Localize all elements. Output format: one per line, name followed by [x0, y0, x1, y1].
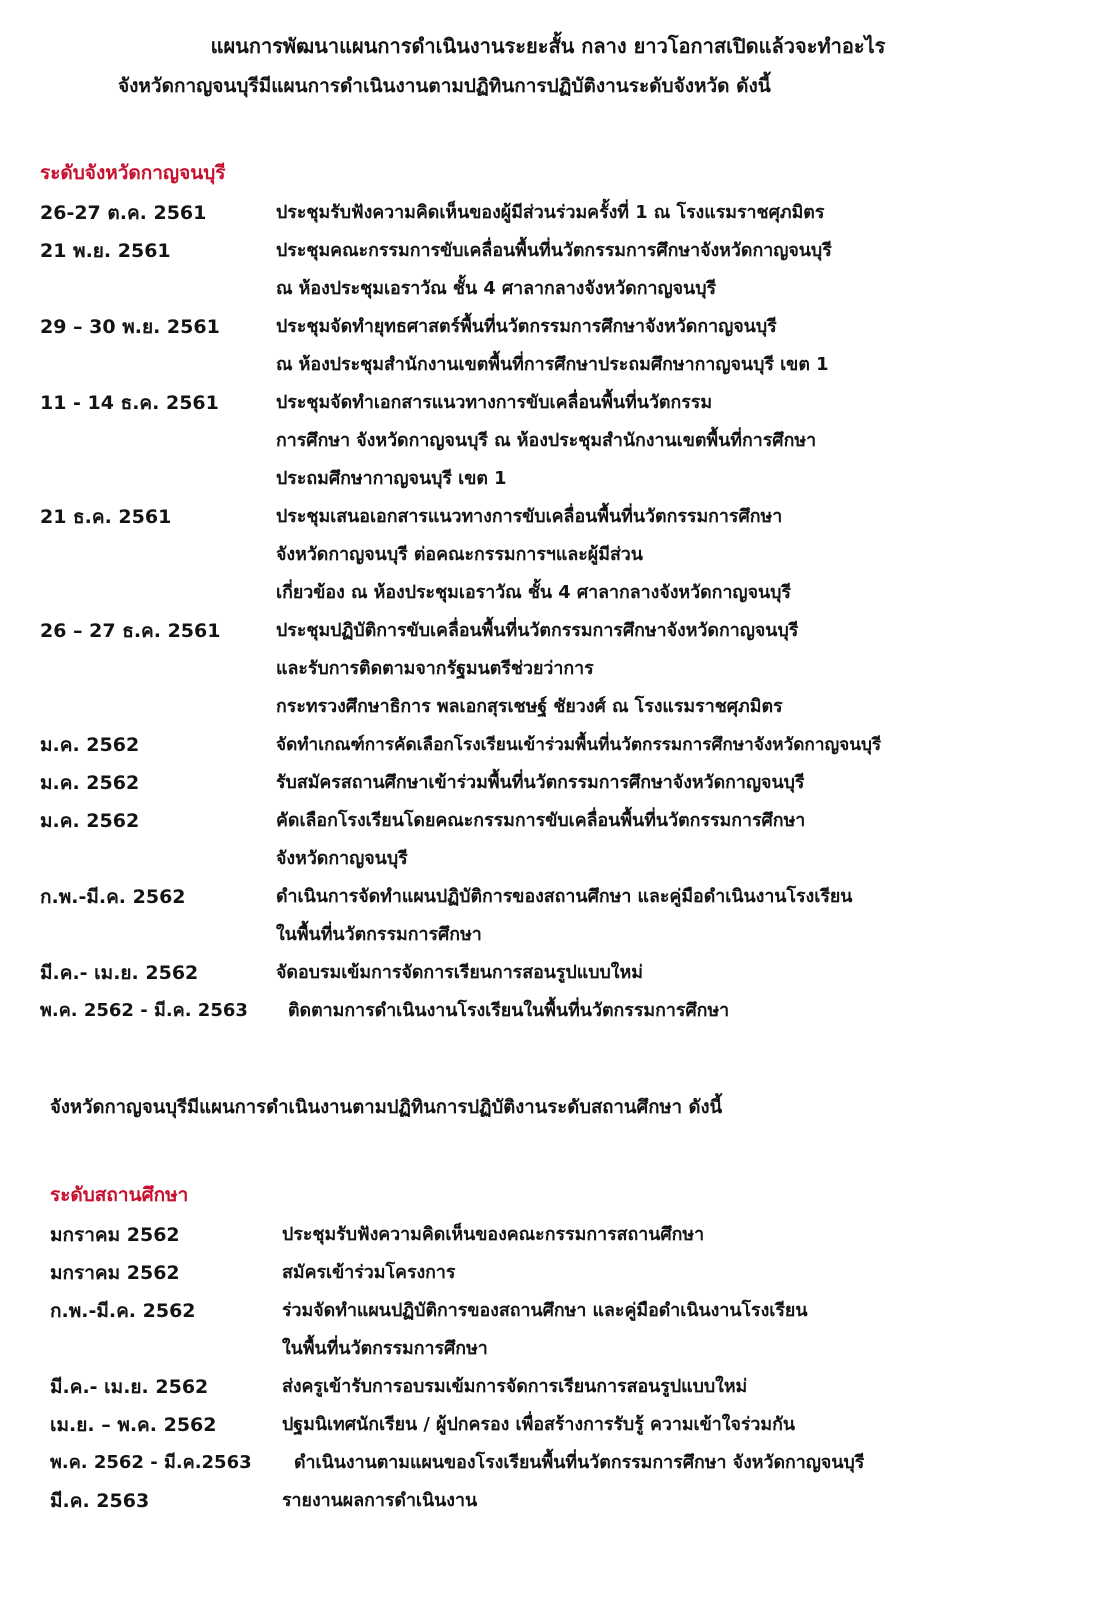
- entry-date: 21 พ.ย. 2561: [40, 240, 171, 262]
- entry-description: [282, 1406, 795, 1444]
- description-line: ติดตามการดำเนินงานโรงเรียนในพื้นที่นวัตกรรมการศึกษา: [288, 1000, 730, 1021]
- entry-description: [294, 1444, 864, 1482]
- entry-description: [288, 992, 729, 1030]
- entry-date: มี.ค.- เม.ย. 2562: [50, 1376, 209, 1398]
- description-line: กระทรวงศึกษาธิการ พลเอกสุรเชษฐ์ ชัยวงศ์ ณ โรงแรมราชศุภมิตร: [276, 696, 783, 717]
- entry-description: [276, 308, 828, 384]
- description-line: ดำเนินงานตามแผนของโรงเรียนพื้นที่นวัตกรรมการศึกษา จังหวัดกาญจนบุรี: [294, 1452, 865, 1473]
- entry-description: [276, 498, 791, 612]
- entry-description: [276, 878, 852, 954]
- description-line: ประชุมคณะกรรมการขับเคลื่อนพื้นที่นวัตกรรมการศึกษาจังหวัดกาญจนบุรี: [276, 240, 832, 261]
- entry-date: เม.ย. – พ.ค. 2562: [50, 1414, 217, 1436]
- entry-description: [276, 612, 798, 726]
- entry-description: [282, 1292, 807, 1368]
- description-line: ในพื้นที่นวัตกรรมการศึกษา: [282, 1338, 488, 1359]
- schedule-entry: [50, 1444, 864, 1482]
- province-section-heading: ระดับจังหวัดกาญจนบุรี: [40, 162, 226, 184]
- entry-date: 26 – 27 ธ.ค. 2561: [40, 620, 221, 642]
- entry-description: [276, 194, 824, 232]
- description-line: รับสมัครสถานศึกษาเข้าร่วมพื้นที่นวัตกรรมการศึกษาจังหวัดกาญจนบุรี: [276, 772, 805, 793]
- entry-date: 11 - 14 ธ.ค. 2561: [40, 392, 219, 414]
- schedule-entry: [40, 802, 881, 878]
- entry-date: พ.ค. 2562 - มี.ค. 2563: [40, 1000, 248, 1021]
- entry-date: มี.ค. 2563: [50, 1490, 150, 1512]
- schedule-entry: [50, 1406, 864, 1444]
- entry-date: ม.ค. 2562: [40, 810, 140, 832]
- province-intro: จังหวัดกาญจนบุรีมีแผนการดำเนินงานตามปฏิทินการปฏิบัติงานระดับจังหวัด ดังนี้: [118, 75, 771, 97]
- entry-date: มกราคม 2562: [50, 1262, 180, 1284]
- document-title: แผนการพัฒนาแผนการดำเนินงานระยะสั้น กลาง ยาวโอกาสเปิดแล้วจะทำอะไร: [210, 34, 886, 58]
- entry-description: [282, 1482, 477, 1520]
- entry-date: ม.ค. 2562: [40, 772, 140, 794]
- description-line: ดำเนินการจัดทำแผนปฏิบัติการของสถานศึกษา และคู่มือดำเนินงานโรงเรียน: [276, 886, 853, 907]
- description-line: จัดอบรมเข้มการจัดการเรียนการสอนรูปแบบใหม่: [276, 962, 643, 983]
- description-line: ประถมศึกษากาญจนบุรี เขต 1: [276, 468, 507, 489]
- entry-date: 26-27 ต.ค. 2561: [40, 202, 207, 224]
- entry-date: 29 – 30 พ.ย. 2561: [40, 316, 220, 338]
- description-line: ประชุมรับฟังความคิดเห็นของผู้มีส่วนร่วมครั้งที่ 1 ณ โรงแรมราชศุภมิตร: [276, 202, 825, 223]
- schedule-entry: [40, 954, 881, 992]
- schedule-entry: [40, 764, 881, 802]
- description-line: เกี่ยวข้อง ณ ห้องประชุมเอราวัณ ชั้น 4 ศาลากลางจังหวัดกาญจนบุรี: [276, 582, 791, 603]
- description-line: การศึกษา จังหวัดกาญจนบุรี ณ ห้องประชุมสำนักงานเขตพื้นที่การศึกษา: [276, 430, 817, 451]
- description-line: ปฐมนิเทศนักเรียน / ผู้ปกครอง เพื่อสร้างการรับรู้ ความเข้าใจร่วมกัน: [282, 1414, 796, 1435]
- school-section-heading: ระดับสถานศึกษา: [50, 1184, 189, 1206]
- description-line: สมัครเข้าร่วมโครงการ: [282, 1262, 456, 1283]
- schedule-entry: [40, 194, 881, 232]
- schedule-entry: [40, 992, 881, 1030]
- schedule-entry: [40, 498, 881, 612]
- schedule-entry: [50, 1368, 864, 1406]
- schedule-entry: [50, 1482, 864, 1520]
- schedule-entry: [40, 612, 881, 726]
- description-line: ส่งครูเข้ารับการอบรมเข้มการจัดการเรียนการสอนรูปแบบใหม่: [282, 1376, 748, 1397]
- province-schedule: [40, 194, 881, 1030]
- schedule-entry: [50, 1254, 864, 1292]
- schedule-entry: [40, 384, 881, 498]
- schedule-entry: [50, 1216, 864, 1254]
- entry-date: 21 ธ.ค. 2561: [40, 506, 172, 528]
- entry-description: [276, 232, 832, 308]
- entry-description: [276, 764, 804, 802]
- entry-description: [282, 1216, 704, 1254]
- description-line: ในพื้นที่นวัตกรรมการศึกษา: [276, 924, 482, 945]
- description-line: คัดเลือกโรงเรียนโดยคณะกรรมการขับเคลื่อนพื้นที่นวัตกรรมการศึกษา: [276, 810, 806, 831]
- description-line: ประชุมจัดทำเอกสารแนวทางการขับเคลื่อนพื้นที่นวัตกรรม: [276, 392, 713, 413]
- school-intro: จังหวัดกาญจนบุรีมีแผนการดำเนินงานตามปฏิทินการปฏิบัติงานระดับสถานศึกษา ดังนี้: [50, 1097, 723, 1118]
- description-line: ณ ห้องประชุมเอราวัณ ชั้น 4 ศาลากลางจังหวัดกาญจนบุรี: [276, 278, 717, 299]
- description-line: ประชุมจัดทำยุทธศาสตร์พื้นที่นวัตกรรมการศึกษาจังหวัดกาญจนบุรี: [276, 316, 777, 337]
- entry-description: [276, 954, 643, 992]
- description-line: จัดทำเกณฑ์การคัดเลือกโรงเรียนเข้าร่วมพื้นที่นวัตกรรมการศึกษาจังหวัดกาญจนบุรี: [276, 735, 882, 755]
- description-line: จังหวัดกาญจนบุรี: [276, 848, 408, 869]
- entry-description: [276, 726, 881, 764]
- description-line: ณ ห้องประชุมสำนักงานเขตพื้นที่การศึกษาประถมศึกษากาญจนบุรี เขต 1: [276, 354, 829, 375]
- entry-date: ก.พ.-มี.ค. 2562: [40, 886, 186, 908]
- description-line: ประชุมปฏิบัติการขับเคลื่อนพื้นที่นวัตกรรมการศึกษาจังหวัดกาญจนบุรี: [276, 620, 799, 641]
- school-schedule: [50, 1216, 864, 1520]
- entry-description: [282, 1254, 455, 1292]
- entry-date: ม.ค. 2562: [40, 734, 140, 756]
- description-line: ประชุมเสนอเอกสารแนวทางการขับเคลื่อนพื้นที่นวัตกรรมการศึกษา: [276, 506, 783, 527]
- entry-description: [282, 1368, 747, 1406]
- description-line: จังหวัดกาญจนบุรี ต่อคณะกรรมการฯและผู้มีส่วน: [276, 544, 643, 565]
- description-line: และรับการติดตามจากรัฐมนตรีช่วยว่าการ: [276, 658, 594, 679]
- schedule-entry: [40, 232, 881, 308]
- entry-date: พ.ค. 2562 - มี.ค.2563: [50, 1452, 252, 1473]
- schedule-entry: [50, 1292, 864, 1368]
- entry-date: มกราคม 2562: [50, 1224, 180, 1246]
- entry-description: [276, 384, 816, 498]
- schedule-entry: [40, 308, 881, 384]
- schedule-entry: [40, 726, 881, 764]
- description-line: ประชุมรับฟังความคิดเห็นของคณะกรรมการสถานศึกษา: [282, 1224, 705, 1245]
- description-line: ร่วมจัดทำแผนปฏิบัติการของสถานศึกษา และคู่มือดำเนินงานโรงเรียน: [282, 1300, 808, 1321]
- entry-date: มี.ค.- เม.ย. 2562: [40, 962, 199, 984]
- entry-description: [276, 802, 805, 878]
- schedule-entry: [40, 878, 881, 954]
- description-line: รายงานผลการดำเนินงาน: [282, 1490, 478, 1511]
- entry-date: ก.พ.-มี.ค. 2562: [50, 1300, 196, 1322]
